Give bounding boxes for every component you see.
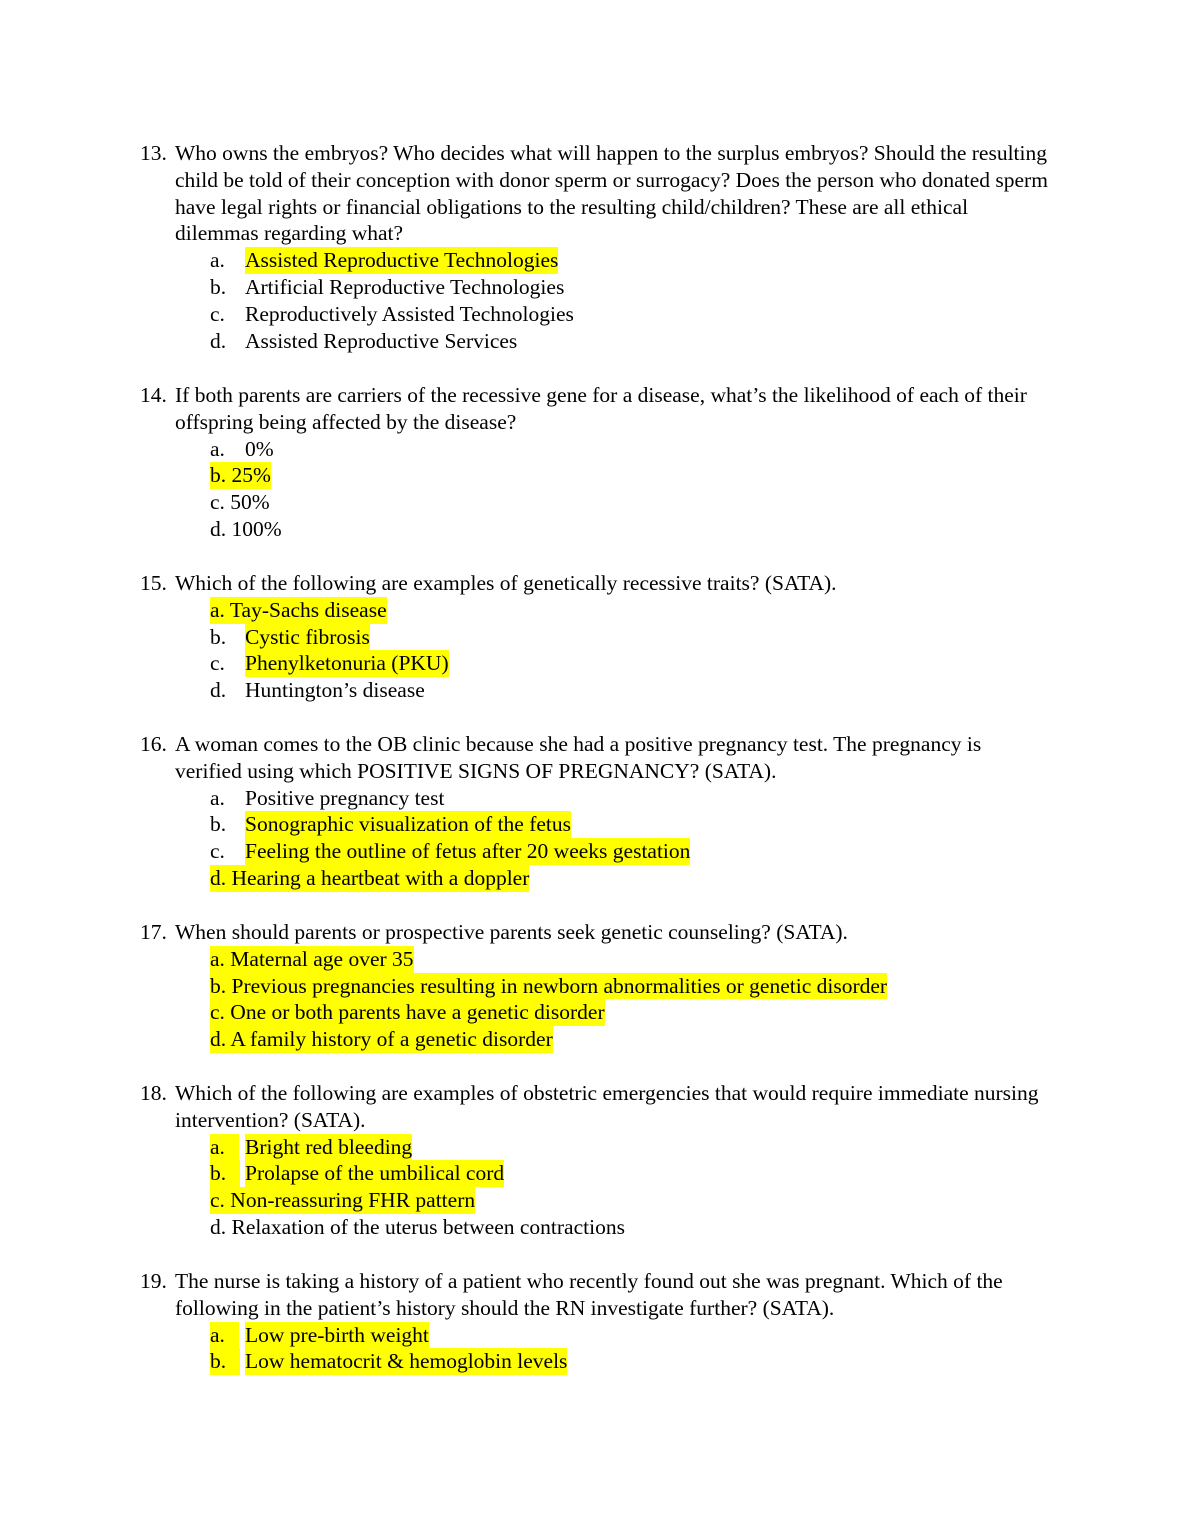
question-number: 13. — [140, 141, 167, 165]
option-label: a. — [210, 436, 225, 461]
option-text-highlighted: b. Previous pregnancies resulting in newborn abnormalities or genetic disorder — [210, 973, 888, 998]
question-number: 14. — [140, 383, 167, 407]
option-text-highlighted: Low hematocrit & hemoglobin levels — [245, 1349, 568, 1374]
option-text-highlighted: a. Maternal age over 35 — [210, 946, 414, 971]
option-label: d. — [210, 678, 227, 703]
answer-options — [140, 247, 1050, 354]
question-stem — [140, 731, 1050, 785]
answer-options — [140, 1322, 1050, 1376]
answer-option-c — [140, 838, 1050, 865]
answer-option-c — [140, 1187, 1050, 1214]
question-number: 17. — [140, 920, 167, 944]
question-number: 15. — [140, 571, 167, 595]
answer-option-b — [140, 811, 1050, 838]
answer-option-b — [140, 274, 1050, 301]
option-text: d. 100% — [210, 516, 282, 541]
option-label: b. — [210, 1348, 240, 1375]
answer-option-d — [140, 1026, 1050, 1053]
option-label: c. — [210, 301, 225, 326]
answer-option-a — [140, 785, 1050, 812]
answer-option-c — [140, 489, 1050, 516]
answer-option-b — [140, 973, 1050, 1000]
option-label: c. — [210, 651, 225, 676]
question-stem — [140, 1268, 1050, 1322]
question-text: A woman comes to the OB clinic because she had a positive pregnancy test. The pregnancy is verified using which POSITIVE SIGNS OF PREGNANCY? (SATA). — [175, 732, 982, 783]
option-text: 0% — [245, 436, 274, 461]
question-stem — [140, 382, 1050, 436]
answer-option-b — [140, 1160, 1050, 1187]
option-text: c. 50% — [210, 490, 270, 515]
answer-option-a — [140, 436, 1050, 463]
answer-option-c — [140, 650, 1050, 677]
option-label: a. — [210, 1322, 239, 1349]
option-label: a. — [210, 248, 225, 273]
question-text: If both parents are carriers of the recessive gene for a disease, what’s the likelihood of each of their offspring being affected by the disease? — [175, 383, 1027, 434]
option-text-highlighted: Feeling the outline of fetus after 20 weeks gestation — [245, 839, 691, 864]
option-text: d. Relaxation of the uterus between contractions — [210, 1214, 625, 1239]
question-text: The nurse is taking a history of a patient who recently found out she was pregnant. Which of the following in the patient’s history should the RN investigate further? (SATA). — [175, 1269, 1003, 1320]
question-15 — [140, 570, 1050, 704]
option-label: a. — [210, 1134, 239, 1161]
question-text: When should parents or prospective parents seek genetic counseling? (SATA). — [175, 920, 848, 944]
question-text: Which of the following are examples of obstetric emergencies that would require immediate nursing intervention? (SATA). — [175, 1081, 1039, 1132]
option-text-highlighted: Low pre-birth weight — [245, 1322, 429, 1347]
question-stem — [140, 919, 1050, 946]
option-label: d. — [210, 328, 227, 353]
question-number: 18. — [140, 1081, 167, 1105]
option-text-highlighted: d. Hearing a heartbeat with a doppler — [210, 865, 530, 890]
answer-option-d — [140, 516, 1050, 543]
answer-option-a — [140, 597, 1050, 624]
option-text: Huntington’s disease — [245, 678, 425, 703]
option-text-highlighted: Assisted Reproductive Technologies — [245, 248, 559, 273]
question-number: 19. — [140, 1269, 167, 1293]
option-text: Assisted Reproductive Services — [245, 328, 518, 353]
question-stem — [140, 1080, 1050, 1134]
answer-option-c — [140, 999, 1050, 1026]
answer-options — [140, 436, 1050, 543]
answer-option-d — [140, 677, 1050, 704]
answer-options — [140, 1134, 1050, 1241]
option-text-highlighted: d. A family history of a genetic disorder — [210, 1027, 553, 1052]
question-18 — [140, 1080, 1050, 1241]
option-text: Positive pregnancy test — [245, 785, 445, 810]
answer-option-d — [140, 865, 1050, 892]
question-14 — [140, 382, 1050, 543]
answer-option-a — [140, 946, 1050, 973]
question-stem — [140, 570, 1050, 597]
option-text-highlighted: Cystic fibrosis — [245, 624, 370, 649]
answer-option-b — [140, 624, 1050, 651]
option-text-highlighted: Prolapse of the umbilical cord — [245, 1161, 505, 1186]
question-text: Which of the following are examples of genetically recessive traits? (SATA). — [175, 571, 837, 595]
option-label: b. — [210, 812, 227, 837]
answer-option-a — [140, 1322, 1050, 1349]
answer-option-a — [140, 1134, 1050, 1161]
option-label: b. — [210, 274, 227, 299]
option-text: Artificial Reproductive Technologies — [245, 274, 565, 299]
option-label: a. — [210, 785, 225, 810]
question-19 — [140, 1268, 1050, 1375]
question-17 — [140, 919, 1050, 1053]
answer-option-c — [140, 301, 1050, 328]
answer-options — [140, 597, 1050, 704]
option-text-highlighted: Bright red bleeding — [245, 1134, 413, 1159]
question-text: Who owns the embryos? Who decides what will happen to the surplus embryos? Should the resulting child be told of their conception with donor sperm or surrogacy? Does the person who donated sperm have legal rights or financial obligations to the resulting child/children? These are all ethical dilemmas regarding what? — [175, 141, 1048, 246]
option-text-highlighted: Sonographic visualization of the fetus — [245, 812, 572, 837]
option-label: b. — [210, 1160, 240, 1187]
answer-option-b — [140, 1348, 1050, 1375]
answer-option-d — [140, 328, 1050, 355]
option-label: b. — [210, 624, 227, 649]
answer-option-a — [140, 247, 1050, 274]
option-text-highlighted: a. Tay-Sachs disease — [210, 597, 387, 622]
option-text-highlighted: c. One or both parents have a genetic disorder — [210, 1000, 605, 1025]
answer-options — [140, 946, 1050, 1053]
option-text-highlighted: b. 25% — [210, 463, 271, 488]
option-text-highlighted: c. Non-reassuring FHR pattern — [210, 1188, 476, 1213]
option-text: Reproductively Assisted Technologies — [245, 301, 574, 326]
answer-option-b — [140, 462, 1050, 489]
question-number: 16. — [140, 732, 167, 756]
option-label: c. — [210, 839, 225, 864]
answer-options — [140, 785, 1050, 892]
option-text-highlighted: Phenylketonuria (PKU) — [245, 651, 449, 676]
question-16 — [140, 731, 1050, 892]
question-stem — [140, 140, 1050, 247]
question-13 — [140, 140, 1050, 354]
answer-option-d — [140, 1214, 1050, 1241]
